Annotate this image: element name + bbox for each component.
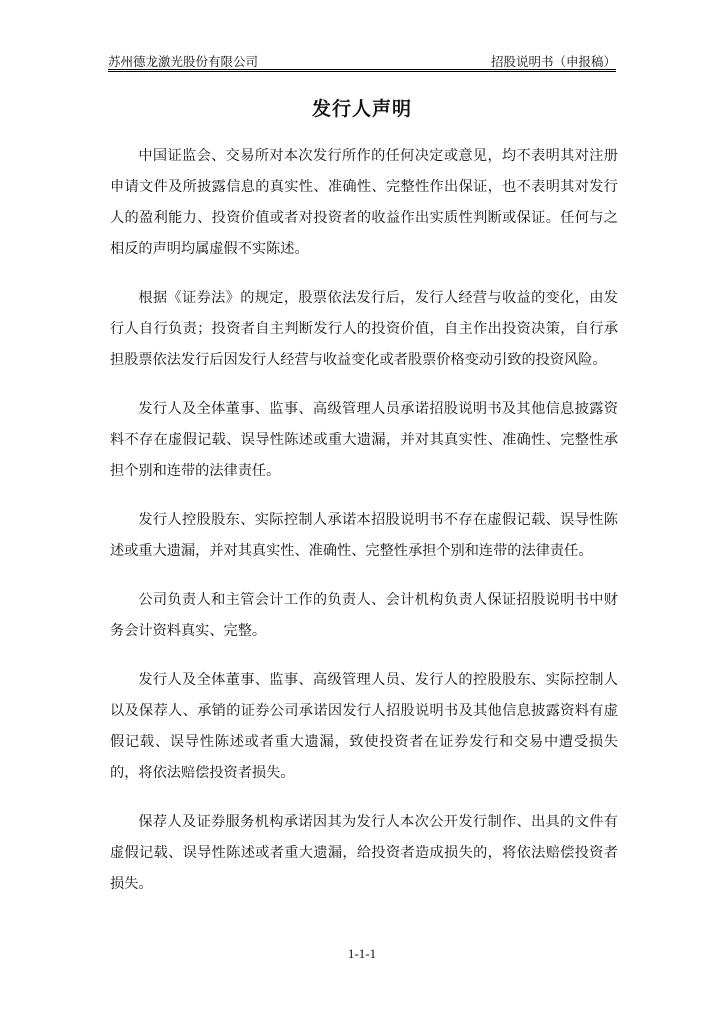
page-title: 发行人声明 bbox=[311, 98, 412, 120]
paragraph-2: 根据《证券法》的规定，股票依法发行后，发行人经营与收益的变化，由发行人自行负责；投资者自主判断发行人的投资价值，自主作出投资决策，自行承担股票依法发行后因发行人经营与收益变化或者股票价格变动引致的投资风险。 bbox=[110, 290, 618, 368]
header-document-type: 招股说明书（申报稿） bbox=[490, 54, 616, 69]
paragraph-4: 发行人控股股东、实际控制人承诺本招股说明书不存在虚假记载、误导性陈述或重大遗漏，并对其真实性、准确性、完整性承担个别和连带的法律责任。 bbox=[110, 512, 618, 559]
page-header bbox=[108, 50, 616, 70]
statement-body bbox=[110, 141, 618, 918]
paragraph-3: 发行人及全体董事、监事、高级管理人员承诺招股说明书及其他信息披露资料不存在虚假记载、误导性陈述或重大遗漏，并对其真实性、准确性、完整性承担个别和连带的法律责任。 bbox=[110, 401, 618, 479]
paragraph-7: 保荐人及证券服务机构承诺因其为发行人本次公开发行制作、出具的文件有虚假记载、误导性陈述或者重大遗漏，给投资者造成损失的，将依法赔偿投资者损失。 bbox=[110, 814, 618, 892]
header-company-name: 苏州德龙激光股份有限公司 bbox=[108, 54, 259, 69]
paragraph-6: 发行人及全体董事、监事、高级管理人员、发行人的控股股东、实际控制人以及保荐人、承销的证券公司承诺因发行人招股说明书及其他信息披露资料有虚假记载、误导性陈述或者重大遗漏，致使投资者在证券发行和交易中遭受损失的，将依法赔偿投资者损失。 bbox=[110, 672, 618, 781]
paragraph-5: 公司负责人和主管会计工作的负责人、会计机构负责人保证招股说明书中财务会计资料真实、完整。 bbox=[110, 592, 618, 639]
page-number: 1-1-1 bbox=[347, 946, 377, 961]
paragraph-1: 中国证监会、交易所对本次发行所作的任何决定或意见，均不表明其对注册申请文件及所披露信息的真实性、准确性、完整性作出保证，也不表明其对发行人的盈利能力、投资价值或者对投资者的收益作出实质性判断或保证。任何与之相反的声明均属虚假不实陈述。 bbox=[110, 148, 618, 257]
header-divider bbox=[108, 69, 616, 72]
